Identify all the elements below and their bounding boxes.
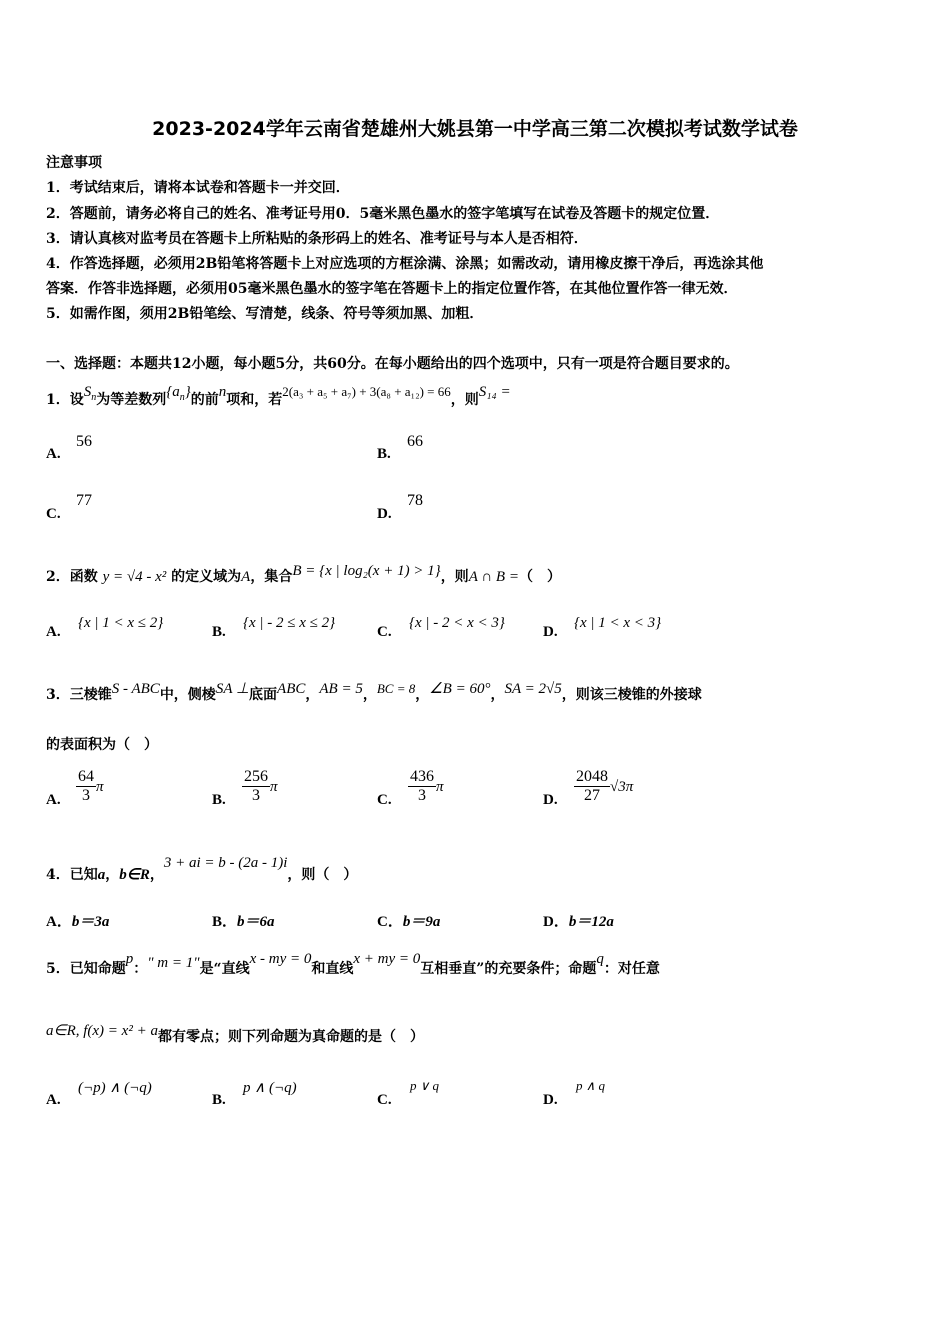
math-a: A — [241, 569, 251, 585]
q2-option-d-label: D. — [543, 624, 558, 640]
q1-option-d: 78 — [407, 492, 423, 509]
q1-option-d-label: D. — [377, 506, 392, 522]
math-sa-perp: SA ⊥ — [215, 681, 250, 697]
q3-option-c-label: C. — [377, 792, 392, 808]
question-5: 5．已知命题p：" m = 1"是“直线x - my = 0和直线x + my = 0互相垂直”的充要条件；命题q：对任意 — [46, 951, 660, 977]
q1-option-c: 77 — [76, 492, 92, 509]
math-ab: AB = 5 — [319, 681, 363, 697]
q4-option-c: C．b＝9a — [377, 914, 441, 930]
q5-option-d-label: D. — [543, 1092, 558, 1108]
math-complex-equation: 3 + ai = b - (2a - 1)i — [163, 855, 288, 871]
q2-option-b: {x | - 2 ≤ x ≤ 2} — [243, 615, 336, 631]
notice-item-4: 4．作答选择题，必须用2B铅笔将答题卡上对应选项的方框涂满、涂黑；如需改动，请用橡皮擦干净后，再选涂其他 — [46, 256, 764, 272]
fraction: $\frac{256}{3}$ — [244, 768, 268, 804]
q5-option-d: p ∧ q — [576, 1078, 606, 1093]
math-set-b: B = {x | log₂(x + 1) > 1} — [292, 563, 441, 579]
q5-option-b-label: B. — [212, 1092, 226, 1108]
math-n: n — [218, 384, 227, 400]
math-line-1: x - my = 0 — [249, 951, 312, 967]
q5-option-c: p ∨ q — [410, 1078, 440, 1093]
q2-option-a-label: A. — [46, 624, 61, 640]
q2-option-c-label: C. — [377, 624, 392, 640]
q1-option-b: 66 — [407, 433, 423, 450]
q3-option-b: $\frac{256}{3}$ π — [244, 768, 278, 804]
question-3-cont: 的表面积为（ ） — [46, 737, 158, 753]
q1-option-b-label: B. — [377, 446, 391, 462]
q4-option-d: D．b＝12a — [543, 914, 614, 930]
math-angle-b: ∠B = 60° — [429, 681, 491, 697]
math-sa: SA = 2√5 — [504, 681, 562, 697]
q5-option-c-label: C. — [377, 1092, 392, 1108]
q3-option-b-label: B. — [212, 792, 226, 808]
question-1: 1．设$S_n$为等差数列$\{a_n\}$的前n项和，若2(a₃ + a₅ + a₇) + 3(a₈ + a₁₂) = 66，则S₁₄ = — [46, 384, 511, 408]
math-bc: BC = 8 — [376, 681, 416, 696]
notice-item-5: 5．如需作图，须用2B铅笔绘、写清楚，线条、符号等须加黑、加粗． — [46, 306, 484, 322]
q2-option-c: {x | - 2 < x < 3} — [409, 615, 505, 631]
question-2: 2．函数 y = √4 - x² 的定义域为A，集合B = {x | log₂(x + 1) > 1}，则A ∩ B =（ ） — [46, 563, 561, 585]
math-sn: $S_n$ — [83, 384, 97, 403]
q5-option-a: (¬p) ∧ (¬q) — [78, 1080, 152, 1096]
math-function: y = √4 - x² — [102, 569, 167, 585]
q1-option-a: 56 — [76, 433, 92, 450]
notice-item-3: 3．请认真核对监考员在答题卡上所粘贴的条形码上的姓名、准考证号与本人是否相符． — [46, 231, 588, 247]
question-3: 3．三棱锥S - ABC中，侧棱SA ⊥底面ABC，AB = 5，BC = 8，∠B = 60°，SA = 2√5，则该三棱锥的外接球 — [46, 681, 702, 703]
q1-option-c-label: C. — [46, 506, 61, 522]
math-s14: S₁₄ = — [478, 384, 511, 400]
q2-option-b-label: B. — [212, 624, 226, 640]
fraction: $\frac{2048}{27}$ — [576, 768, 608, 804]
q2-option-d: {x | 1 < x < 3} — [574, 615, 662, 631]
fraction: $\frac{436}{3}$ — [410, 768, 434, 804]
math-abc: ABC — [277, 681, 306, 697]
notice-item-2: 2．答题前，请务必将自己的姓名、准考证号用0．5毫米黑色墨水的签字笔填写在试卷及答题卡的规定位置． — [46, 206, 720, 222]
math-p: p — [125, 951, 134, 967]
q1-option-a-label: A. — [46, 446, 61, 462]
q5-option-a-label: A. — [46, 1092, 61, 1108]
math-an: $\{a_n\}$ — [166, 384, 191, 403]
math-pyramid: S - ABC — [111, 681, 160, 697]
fraction: $\frac{64}{3}$ — [78, 768, 94, 804]
notice-item-4-cont: 答案．作答非选择题，必须用05毫米黑色墨水的签字笔在答题卡上的指定位置作答，在其他位置作答一律无效． — [46, 281, 738, 297]
math-a: a — [97, 867, 106, 883]
notice-heading: 注意事项 — [46, 155, 102, 171]
math-line-2: x + my = 0 — [353, 951, 421, 967]
q3-option-d: $\frac{2048}{27}$ √3π — [576, 768, 634, 804]
math-function-f: a∈R, f(x) = x² + a — [46, 1023, 158, 1039]
q3-option-a: $\frac{64}{3}$ π — [78, 768, 104, 804]
question-4: 4．已知a，b∈R，3 + ai = b - (2a - 1)i，则（ ） — [46, 855, 358, 883]
section-heading: 一、选择题：本题共12小题，每小题5分，共60分。在每小题给出的四个选项中，只有一项是符合题目要求的。 — [46, 356, 739, 372]
q5-option-b: p ∧ (¬q) — [243, 1080, 297, 1096]
notice-item-1: 1．考试结束后，请将本试卷和答题卡一并交回． — [46, 180, 350, 196]
q3-option-c: $\frac{436}{3}$ π — [410, 768, 444, 804]
q3-option-a-label: A. — [46, 792, 61, 808]
math-q: q — [596, 951, 604, 967]
page-title: 2023-2024学年云南省楚雄州大姚县第一中学高三第二次模拟考试数学试卷 — [152, 118, 798, 140]
math-m-eq-1: " m = 1" — [147, 955, 200, 971]
math-equation: 2(a₃ + a₅ + a₇) + 3(a₈ + a₁₂) = 66 — [282, 384, 451, 399]
q4-option-b: B．b＝6a — [212, 914, 275, 930]
question-5-cont: a∈R, f(x) = x² + a都有零点；则下列命题为真命题的是（ ） — [46, 1023, 424, 1045]
math-intersection: A ∩ B = — [468, 569, 519, 585]
q2-option-a: {x | 1 < x ≤ 2} — [78, 615, 164, 631]
q4-option-a: A．b＝3a — [46, 914, 110, 930]
math-b-real: b∈R — [119, 867, 150, 883]
q3-option-d-label: D. — [543, 792, 558, 808]
